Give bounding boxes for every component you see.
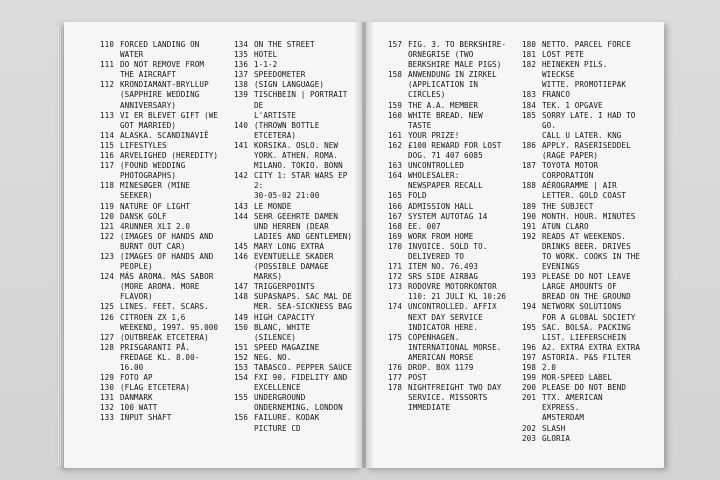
list-item — [226, 202, 356, 212]
list-item — [226, 323, 356, 343]
entry-text: TISCHBEIN | PORTRAIT DE L'ARTISTE — [254, 90, 348, 120]
entry-number: 128 — [99, 342, 114, 352]
entry-text: £100 REWARD FOR LOST DOG. 71 407 6085 — [408, 140, 502, 161]
entry-number: 160 — [387, 110, 402, 120]
list-item — [380, 282, 510, 302]
entry-number: 161 — [387, 130, 402, 140]
right-page — [366, 22, 664, 468]
entry-number: 158 — [387, 70, 402, 80]
list-item — [514, 383, 644, 393]
entry-number: 133 — [99, 413, 114, 423]
list-item — [514, 363, 644, 373]
entry-number: 187 — [521, 161, 536, 171]
list-item — [514, 101, 644, 111]
entry-number: 123 — [99, 251, 114, 261]
entry-text: MÁS AROMA. MÁS SABOR (MORE AROMA. MORE FLAVOR) — [120, 272, 214, 302]
list-item — [226, 40, 356, 50]
entry-text: ARVELIGHED (HEREDITY) — [120, 151, 219, 161]
list-item — [514, 90, 644, 100]
entry-number: 180 — [521, 40, 536, 49]
entry-number: 173 — [387, 282, 402, 292]
entry-number: 182 — [521, 60, 536, 70]
entry-text: LIFESTYLES — [120, 140, 167, 150]
list-item — [226, 353, 356, 363]
entry-text: A2. EXTRA EXTRA EXTRA — [542, 342, 641, 352]
entry-text: EVENTUELLE SKADER (POSSIBLE DAMAGE MARKS) — [254, 251, 334, 282]
entry-number: 121 — [99, 221, 114, 231]
list-item — [380, 171, 510, 191]
list-item — [92, 181, 222, 201]
entry-text: PLEASE DO NOT BEND — [542, 383, 627, 393]
entry-text: NIGHTFREIGHT TWO DAY SERVICE. MISSORTS IMMEDIATE — [408, 383, 502, 413]
entry-text: POST — [408, 373, 427, 383]
entry-text: RODOVRE MOTORKONTOR 110: 21 JULI KL 10:26 — [408, 282, 507, 302]
list-item — [380, 232, 510, 242]
list-item — [92, 252, 222, 272]
entry-text: DANMARK — [120, 393, 153, 403]
list-item — [226, 80, 356, 90]
list-item — [226, 60, 356, 70]
entry-number: 192 — [521, 231, 536, 241]
entry-number: 169 — [387, 231, 402, 241]
entry-text: GLORIA — [542, 433, 571, 443]
entry-number: 143 — [233, 201, 248, 211]
list-item — [514, 272, 644, 302]
entry-number: 174 — [387, 302, 402, 312]
entry-text: TOYOTA MOTOR CORPORATION — [542, 161, 599, 181]
entry-text: 4RUNNER XLI 2.0 — [120, 221, 191, 231]
entry-text: 2.0 — [542, 363, 557, 372]
list-item — [380, 40, 510, 70]
entry-number: 140 — [233, 120, 248, 130]
entry-number: 202 — [521, 423, 536, 433]
entry-number: 152 — [233, 352, 248, 362]
list-item — [380, 373, 510, 383]
entry-text: FOTO AP — [120, 373, 153, 383]
entry-number: 191 — [521, 221, 536, 231]
entry-text: DANSK GOLF — [120, 211, 167, 221]
list-item — [380, 383, 510, 413]
entry-number: 138 — [233, 80, 248, 90]
open-booklet — [64, 22, 664, 468]
list-item — [92, 161, 222, 181]
right-page-column-2 — [514, 40, 644, 444]
entry-number: 139 — [233, 90, 248, 100]
entry-number: 165 — [387, 191, 402, 201]
entry-number: 118 — [99, 181, 114, 191]
list-item — [226, 343, 356, 353]
entry-number: 157 — [387, 40, 402, 49]
list-item — [514, 232, 644, 272]
entry-number: 129 — [99, 373, 114, 383]
entry-number: 149 — [233, 312, 248, 322]
list-item — [92, 403, 222, 413]
list-item — [92, 141, 222, 151]
list-item — [380, 70, 510, 100]
list-item — [380, 242, 510, 262]
entry-number: 166 — [387, 201, 402, 211]
entry-text: DO NOT REMOVE FROM THE AIRCRAFT — [120, 60, 205, 80]
entry-text: MARY LONG EXTRA — [254, 241, 325, 251]
entry-text: SPEED MAGAZINE — [254, 342, 320, 352]
list-item — [226, 242, 356, 252]
list-item — [226, 121, 356, 141]
entry-text: DROP. BOX 1179 — [408, 363, 474, 372]
entry-text: (FOUND WEDDING PHOTOGRAPHS) — [120, 161, 186, 181]
entry-text: TEK. 1 OPGAVE — [542, 100, 603, 110]
entry-number: 144 — [233, 211, 248, 221]
entry-number: 136 — [233, 60, 248, 70]
entry-number: 151 — [233, 342, 248, 352]
list-item — [380, 141, 510, 161]
list-item — [514, 222, 644, 232]
entry-text: PLEASE DO NOT LEAVE LARGE AMOUNTS OF BREAD ON THE GROUND — [542, 272, 631, 302]
list-item — [92, 393, 222, 403]
list-item — [92, 40, 222, 60]
list-item — [514, 323, 644, 343]
list-item — [226, 50, 356, 60]
list-item — [380, 111, 510, 131]
list-item — [514, 434, 644, 444]
entry-text: READS AT WEEKENDS. DRINKS BEER. DRIVES TO WORK. COOKS IN THE EVENINGS — [542, 231, 641, 272]
entry-number: 184 — [521, 100, 536, 110]
entry-text: VI ER BLEVET GIFT (WE GOT MARRIED) — [120, 110, 219, 130]
entry-number: 163 — [387, 161, 402, 171]
entry-text: NATURE OF LIGHT — [120, 201, 191, 211]
entry-number: 130 — [99, 383, 114, 393]
entry-number: 145 — [233, 241, 248, 251]
list-item — [92, 131, 222, 141]
list-item — [514, 141, 644, 161]
entry-text: INPUT SHAFT — [120, 413, 172, 423]
entry-number: 150 — [233, 322, 248, 332]
entry-number: 147 — [233, 282, 248, 292]
entry-text: MOR-SPEED LABEL — [542, 373, 613, 383]
entry-text: LINES. FEET. SCARS. — [120, 302, 209, 312]
entry-number: 175 — [387, 332, 402, 342]
entry-number: 154 — [233, 373, 248, 383]
list-item — [380, 262, 510, 272]
entry-text: ASTORIA. P&S FILTER — [542, 352, 631, 362]
entry-text: ITEM NO. 76.493 — [408, 262, 479, 272]
entry-number: 122 — [99, 231, 114, 241]
entry-text: HEINEKEN PILS. WIECKSE WITTE. PROMOTIEPAK — [542, 60, 627, 90]
entry-number: 196 — [521, 342, 536, 352]
list-item — [514, 343, 644, 353]
list-item — [92, 413, 222, 423]
entry-number: 200 — [521, 383, 536, 393]
entry-number: 181 — [521, 50, 536, 60]
entry-text: FAILURE. KODAK PICTURE CD — [254, 413, 320, 433]
entry-text: UNCONTROLLED. AFFIX NEXT DAY SERVICE INDICATOR HERE. — [408, 302, 497, 332]
entry-text: YOUR PRIZE! — [408, 130, 460, 140]
list-item — [226, 212, 356, 242]
entry-text: APPLY. RASERISEDDEL (RAGE PAPER) — [542, 140, 631, 161]
entry-number: 189 — [521, 201, 536, 211]
list-item — [92, 373, 222, 383]
entry-text: (IMAGES OF HANDS AND BURNT OUT CAR) — [120, 231, 214, 251]
entry-text: NETWORK SOLUTIONS FOR A GLOBAL SOCIETY — [542, 302, 636, 322]
entry-text: 100 WATT — [120, 403, 158, 413]
entry-text: LE MONDE — [254, 201, 292, 211]
entry-number: 195 — [521, 322, 536, 332]
list-item — [514, 212, 644, 222]
list-item — [514, 202, 644, 212]
entry-number: 114 — [99, 130, 114, 140]
list-item — [92, 151, 222, 161]
entry-number: 178 — [387, 383, 402, 393]
list-item — [514, 393, 644, 423]
list-item — [226, 413, 356, 433]
entry-number: 148 — [233, 292, 248, 302]
entry-text: UNCONTROLLED — [408, 161, 465, 171]
list-item — [92, 343, 222, 373]
entry-number: 199 — [521, 373, 536, 383]
entry-number: 190 — [521, 211, 536, 221]
entry-number: 142 — [233, 171, 248, 181]
entry-text: CITY 1: STAR WARS EP 2: 30-05-02 21:00 — [254, 171, 348, 201]
entry-text: LOST PETE — [542, 50, 585, 60]
list-item — [514, 181, 644, 201]
entry-text: WHITE BREAD. NEW TASTE — [408, 110, 483, 130]
list-item — [226, 292, 356, 312]
list-item — [92, 302, 222, 312]
list-item — [226, 141, 356, 171]
list-item — [226, 363, 356, 373]
list-item — [514, 161, 644, 181]
entry-number: 112 — [99, 80, 114, 90]
list-item — [380, 191, 510, 201]
list-item — [92, 313, 222, 333]
entry-number: 115 — [99, 140, 114, 150]
entry-number: 159 — [387, 100, 402, 110]
entry-number: 197 — [521, 352, 536, 362]
list-item — [92, 333, 222, 343]
entry-number: 153 — [233, 363, 248, 372]
entry-number: 164 — [387, 171, 402, 181]
entry-text: FOLD — [408, 191, 427, 201]
list-item — [226, 90, 356, 120]
entry-number: 193 — [521, 272, 536, 282]
entry-text: HIGH CAPACITY — [254, 312, 315, 322]
entry-text: CITROEN ZX 1,6 WEEKEND, 1997. 95.000 — [120, 312, 219, 332]
entry-text: SAC. BOLSA. PACKING LIST. LIEFERSCHEIN — [542, 322, 631, 342]
entry-number: 113 — [99, 110, 114, 120]
entry-text: TABASCO. PEPPER SAUCE — [254, 363, 353, 372]
list-item — [380, 363, 510, 373]
right-page-column-1 — [380, 40, 510, 413]
entry-number: 176 — [387, 363, 402, 372]
entry-number: 194 — [521, 302, 536, 312]
entry-text: EE. 007 — [408, 221, 441, 231]
entry-text: (FLAG ETCETERA) — [120, 383, 191, 393]
list-item — [514, 353, 644, 363]
entry-text: PRISGARANTI PÅ. FREDAGE KL. 8.00-16.00 — [120, 342, 200, 372]
list-item — [226, 70, 356, 80]
list-item — [92, 212, 222, 222]
entry-text: NETTO. PARCEL FORCE — [542, 40, 631, 49]
entry-number: 110 — [99, 40, 114, 49]
entry-text: ADMISSION HALL — [408, 201, 474, 211]
list-item — [226, 171, 356, 201]
entry-text: (IMAGES OF HANDS AND PEOPLE) — [120, 251, 214, 272]
list-item — [380, 333, 510, 363]
entry-text: SLASH — [542, 423, 566, 433]
entry-number: 168 — [387, 221, 402, 231]
entry-number: 177 — [387, 373, 402, 383]
entry-text: SEHR GEEHRTE DAMEN UND HERREN (DEAR LADIES AND GENTLEMEN) — [254, 211, 353, 241]
entry-number: 156 — [233, 413, 248, 423]
entry-number: 203 — [521, 433, 536, 443]
entry-text: TRIGGERPOINTS — [254, 282, 315, 292]
list-item — [514, 60, 644, 90]
entry-number: 146 — [233, 251, 248, 261]
list-item — [380, 212, 510, 222]
entry-number: 131 — [99, 393, 114, 403]
entry-number: 186 — [521, 140, 536, 150]
entry-number: 111 — [99, 60, 114, 70]
entry-text: MINESØGER (MINE SEEKER) — [120, 181, 191, 201]
entry-number: 135 — [233, 50, 248, 60]
entry-number: 132 — [99, 403, 114, 413]
entry-text: FRANCO — [542, 90, 571, 100]
list-item — [92, 272, 222, 302]
list-item — [380, 272, 510, 282]
entry-number: 126 — [99, 312, 114, 322]
entry-text: UNDERGROUND ONDERNEMING. LONDON — [254, 393, 343, 413]
entry-number: 116 — [99, 151, 114, 161]
entry-text: SYSTEM AUTOTAG 14 — [408, 211, 488, 221]
list-item — [92, 383, 222, 393]
entry-number: 188 — [521, 181, 536, 191]
entry-number: 137 — [233, 70, 248, 80]
entry-number: 134 — [233, 40, 248, 49]
list-item — [226, 282, 356, 292]
entry-text: KRONDIAMANT-BRYLLUP (SAPPHIRE WEDDING ANNIVERSARY) — [120, 80, 209, 110]
entry-number: 162 — [387, 140, 402, 150]
entry-number: 117 — [99, 161, 114, 171]
list-item — [92, 80, 222, 110]
entry-text: SUPASNAPS. SAC MAL DE MER. SEA-SICKNESS BAG — [254, 292, 353, 312]
entry-text: WHOLESALER: NEWSPAPER RECALL — [408, 171, 483, 191]
entry-text: NEG. NO. — [254, 352, 292, 362]
entry-text: (OUTBREAK ETCETERA) — [120, 332, 209, 342]
entry-text: WORK FROM HOME — [408, 231, 474, 241]
entry-number: 120 — [99, 211, 114, 221]
entry-number: 171 — [387, 262, 402, 272]
entry-text: 1-1-2 — [254, 60, 278, 70]
list-item — [380, 302, 510, 332]
entry-number: 167 — [387, 211, 402, 221]
entry-text: AÉROGRAMME | AIR LETTER. GOLD COAST — [542, 181, 627, 201]
entry-text: THE SUBJECT — [542, 201, 594, 211]
entry-number: 170 — [387, 241, 402, 251]
entry-text: SORRY LATE. I HAD TO GO. CALL U LATER. KNG — [542, 110, 636, 140]
entry-text: ON THE STREET — [254, 40, 315, 49]
entry-text: MONTH. HOUR. MINUTES — [542, 211, 636, 221]
list-item — [514, 40, 644, 50]
entry-number: 155 — [233, 393, 248, 403]
entry-text: (SIGN LANGUAGE) — [254, 80, 325, 90]
entry-number: 127 — [99, 332, 114, 342]
list-item — [226, 393, 356, 413]
list-item — [514, 302, 644, 322]
entry-text: FXI 90. FIDELITY AND EXCELLENCE — [254, 373, 348, 393]
entry-text: COPENHAGEN. INTERNATIONAL MORSE. AMERICAN MORSE — [408, 332, 502, 362]
entry-number: 141 — [233, 140, 248, 150]
entry-text: FIG. 3. TO BERKSHIRE- ORNEGRISE (TWO BERKSHIRE MALE PIGS) — [408, 40, 507, 70]
entry-text: FORCED LANDING ON WATER — [120, 40, 200, 60]
entry-number: 124 — [99, 272, 114, 282]
list-item — [380, 202, 510, 212]
list-item — [380, 222, 510, 232]
entry-text: ALASKA. SCANDINAVIÊ — [120, 130, 209, 140]
list-item — [514, 111, 644, 141]
list-item — [226, 373, 356, 393]
entry-text: THE A.A. MEMBER — [408, 100, 479, 110]
entry-text: INVOICE. SOLD TO. DELIVERED TO — [408, 241, 488, 261]
entry-text: HOTEL — [254, 50, 278, 60]
list-item — [380, 161, 510, 171]
left-page-column-2 — [226, 40, 356, 434]
list-item — [226, 252, 356, 282]
entry-text: ATUN CLARO — [542, 221, 589, 231]
list-item — [92, 60, 222, 80]
list-item — [380, 101, 510, 111]
list-item — [92, 202, 222, 212]
entry-text: SRS SIDE AIRBAG — [408, 272, 479, 282]
list-item — [92, 111, 222, 131]
list-item — [380, 131, 510, 141]
list-item — [92, 222, 222, 232]
entry-text: (THROWN BOTTLE ETCETERA) — [254, 120, 320, 140]
list-item — [514, 424, 644, 434]
entry-text: BLANC, WHITE (SILENCE) — [254, 322, 311, 342]
entry-number: 198 — [521, 363, 536, 372]
list-item — [92, 232, 222, 252]
left-page-column-1 — [92, 40, 222, 424]
left-page — [64, 22, 362, 468]
entry-text: ANWENDUNG IN ZIRKEL (APPLICATION IN CIRCLES) — [408, 70, 497, 100]
entry-number: 172 — [387, 272, 402, 282]
entry-number: 185 — [521, 110, 536, 120]
list-item — [226, 313, 356, 323]
entry-number: 119 — [99, 201, 114, 211]
entry-number: 125 — [99, 302, 114, 312]
entry-number: 183 — [521, 90, 536, 100]
list-item — [514, 50, 644, 60]
entry-number: 201 — [521, 393, 536, 403]
entry-text: KORSIKA. OSLO. NEW YORK. ATHEN. ROMA. MILANO. TOKIO. BONN — [254, 140, 343, 171]
entry-text: SPEEDOMETER — [254, 70, 306, 80]
list-item — [514, 373, 644, 383]
entry-text: TTX. AMERICAN EXPRESS. AMSTERDAM — [542, 393, 603, 423]
